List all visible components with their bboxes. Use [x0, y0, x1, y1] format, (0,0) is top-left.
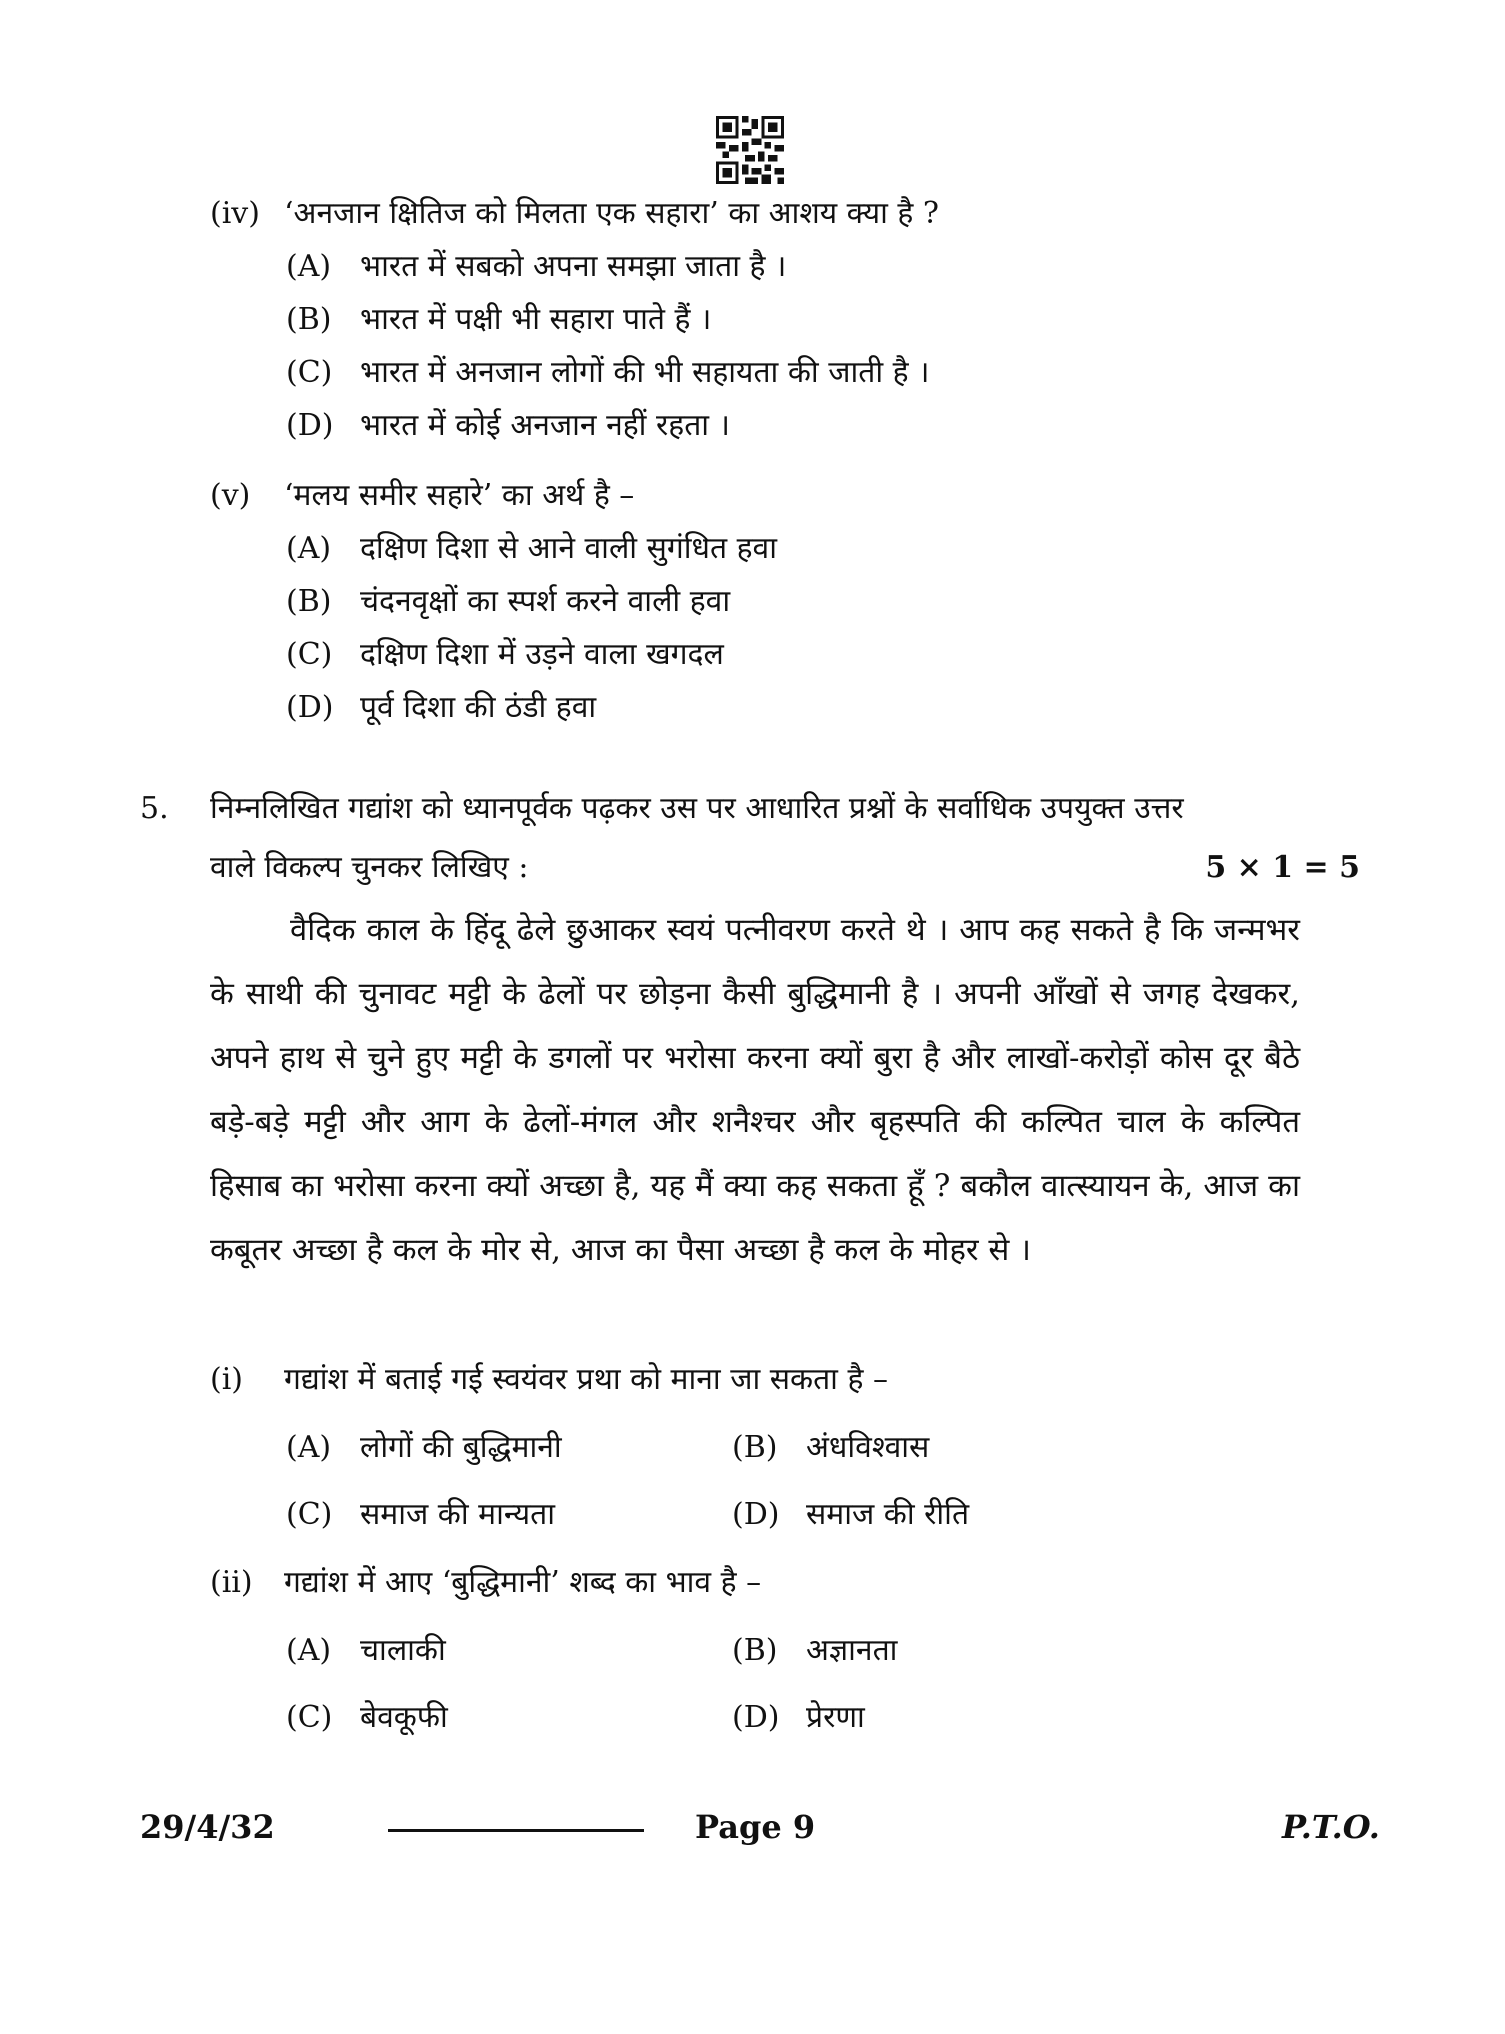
option-label: (C): [286, 1700, 333, 1735]
question-number: (iv): [210, 196, 260, 231]
option-text: भारत में पक्षी भी सहारा पाते हैं ।: [360, 302, 712, 337]
option-label: (B): [286, 302, 332, 337]
option-label: (A): [286, 1633, 332, 1668]
option-text: भारत में सबको अपना समझा जाता है ।: [360, 249, 787, 284]
question-text: गद्यांश में बताई गई स्वयंवर प्रथा को माना जा सकता है –: [284, 1362, 888, 1397]
footer-divider: [388, 1829, 644, 1832]
marks-label: 5 × 1 = 5: [1205, 850, 1360, 885]
question-number: (v): [210, 478, 251, 513]
option-text: बेवकूफी: [360, 1700, 448, 1735]
option-text: लोगों की बुद्धिमानी: [360, 1430, 562, 1465]
option-text: चंदनवृक्षों का स्पर्श करने वाली हवा: [360, 584, 731, 619]
option-label: (D): [732, 1497, 780, 1532]
question-text: ‘अनजान क्षितिज को मिलता एक सहारा’ का आशय क्या है ?: [284, 196, 939, 231]
passage: वैदिक काल के हिंदू ढेले छुआकर स्वयं पत्नीवरण करते थे । आप कह सकते है कि जन्मभर के साथी की चुनावट मट्टी के ढेलों पर छोड़ना कैसी बुद्धिमानी है । अपनी आँखों से जगह देखकर, अपने हाथ से चुने हुए मट्टी के डगलों पर भरोसा करना क्यों बुरा है और लाखों-करोड़ों कोस दूर बैठे बड़े-बड़े मट्टी और आग के ढेलों-मंगल और शनैश्चर और बृहस्पति की कल्पित चाल के कल्पित हिसाब का भरोसा करना क्यों अच्छा है, यह मैं क्या कह सकता हूँ ? बकौल वात्स्यायन के, आज का कबूतर अच्छा है कल के मोर से, आज का पैसा अच्छा है कल के मोहर से ।: [210, 912, 1300, 1268]
question-number: (ii): [210, 1565, 253, 1600]
option-text: दक्षिण दिशा में उड़ने वाला खगदल: [360, 637, 724, 672]
question-number: 5.: [140, 791, 169, 826]
question-text: गद्यांश में आए ‘बुद्धिमानी’ शब्द का भाव है –: [284, 1565, 762, 1600]
option-label: (C): [286, 355, 333, 390]
option-label: (D): [732, 1700, 780, 1735]
question-number: (i): [210, 1362, 244, 1397]
option-label: (A): [286, 249, 332, 284]
option-label: (D): [286, 690, 334, 725]
qr-code: [716, 116, 784, 184]
option-label: (A): [286, 531, 332, 566]
option-text: भारत में अनजान लोगों की भी सहायता की जाती है ।: [360, 355, 930, 390]
paper-code: 29/4/32: [140, 1808, 275, 1846]
option-text: समाज की रीति: [806, 1497, 970, 1532]
option-label: (C): [286, 637, 333, 672]
option-label: (A): [286, 1430, 332, 1465]
option-label: (B): [732, 1430, 778, 1465]
option-text: अंधविश्वास: [806, 1430, 930, 1465]
option-text: पूर्व दिशा की ठंडी हवा: [360, 690, 597, 725]
instruction-line: वाले विकल्प चुनकर लिखिए :: [210, 850, 529, 885]
option-label: (D): [286, 408, 334, 443]
option-label: (B): [286, 584, 332, 619]
pto-label: P.T.O.: [1282, 1808, 1380, 1846]
option-text: अज्ञानता: [806, 1633, 898, 1668]
page-number: Page 9: [695, 1808, 816, 1846]
option-label: (B): [732, 1633, 778, 1668]
option-text: समाज की मान्यता: [360, 1497, 555, 1532]
question-text: ‘मलय समीर सहारे’ का अर्थ है –: [284, 478, 635, 513]
option-text: भारत में कोई अनजान नहीं रहता ।: [360, 408, 730, 443]
instruction-line: निम्नलिखित गद्यांश को ध्यानपूर्वक पढ़कर उस पर आधारित प्रश्नों के सर्वाधिक उपयुक्त उत्तर: [210, 791, 1184, 826]
option-label: (C): [286, 1497, 333, 1532]
option-text: दक्षिण दिशा से आने वाली सुगंधित हवा: [360, 531, 778, 566]
option-text: चालाकी: [360, 1633, 446, 1668]
option-text: प्रेरणा: [806, 1700, 865, 1735]
